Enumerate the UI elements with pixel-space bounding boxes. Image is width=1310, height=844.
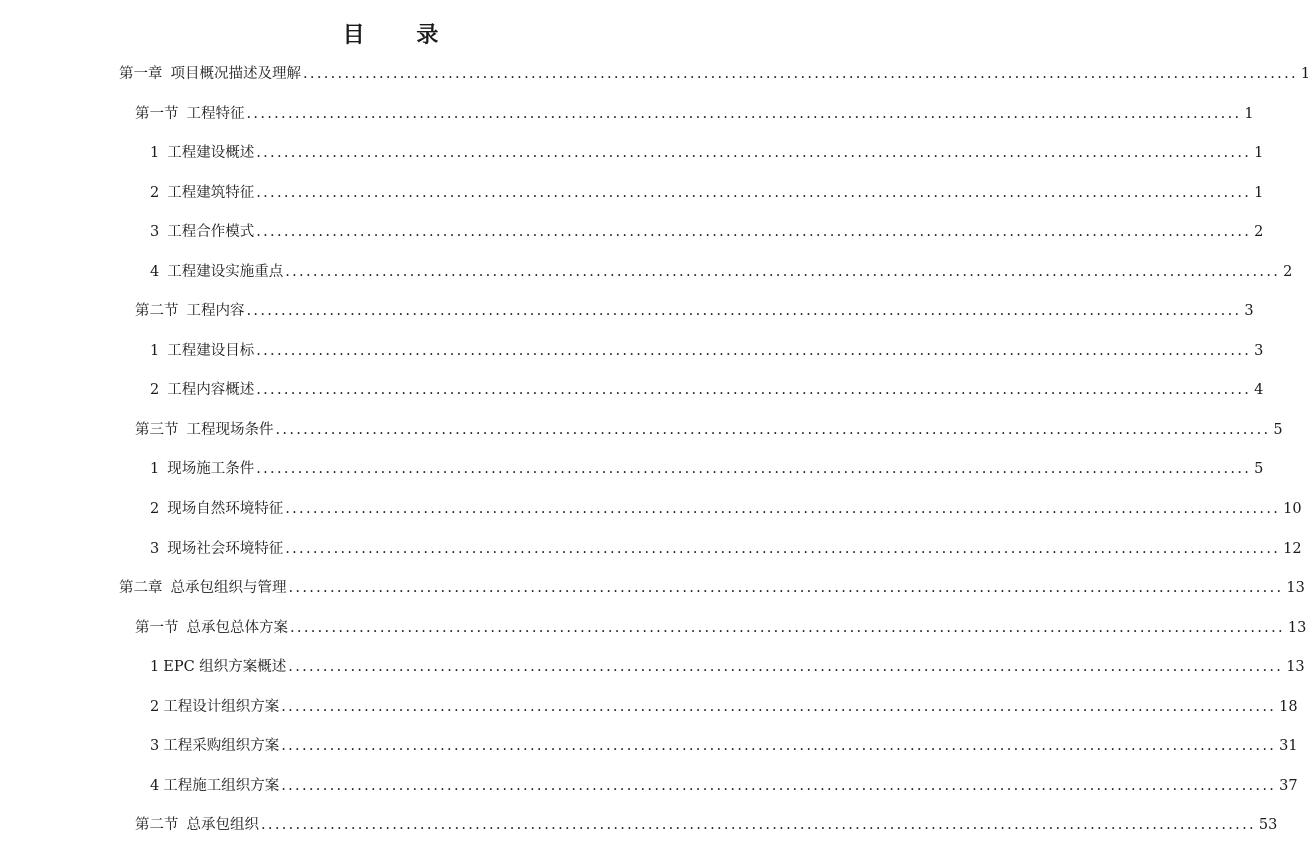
page-number: 10	[1283, 501, 1302, 517]
toc-entry-item-1-3-1[interactable]	[150, 458, 1264, 480]
entry-title: 现场社会环境特征	[167, 541, 284, 557]
entry-title: 工程建设概述	[167, 145, 255, 161]
page-number: 1	[1254, 145, 1264, 161]
page-number: 3	[1254, 343, 1264, 359]
dot-leader: ................................................................................................................................................	[256, 382, 1252, 398]
entry-title: 工程建筑特征	[167, 185, 255, 201]
dot-leader: ................................................................................................................................................	[275, 422, 1271, 438]
toc-entry-item-1-1-3[interactable]	[150, 221, 1264, 243]
page-number: 53	[1258, 817, 1278, 833]
page-number: 13	[1286, 659, 1305, 675]
entry-number: 2	[150, 501, 160, 517]
toc-entry-item-1-2-1[interactable]	[150, 340, 1264, 362]
dot-leader: ................................................................................................................................................	[246, 303, 1242, 319]
entry-title: 工程建设目标	[167, 343, 255, 359]
dot-leader: ................................................................................................................................................	[303, 66, 1298, 82]
toc-entry-item-1-1-2[interactable]	[150, 182, 1264, 204]
toc-entry-section-2-2[interactable]	[135, 814, 1278, 836]
page-number: 5	[1273, 422, 1283, 438]
dot-leader: ................................................................................................................................................	[261, 817, 1256, 833]
page-number: 18	[1279, 699, 1298, 715]
page-number: 12	[1283, 541, 1302, 557]
page-title: 目 录	[342, 23, 461, 48]
toc-entry-item-2-1-3[interactable]	[150, 735, 1298, 757]
entry-title: 工程现场条件	[186, 422, 274, 438]
page-number: 31	[1279, 738, 1298, 754]
entry-title: 工程设计组织方案	[163, 699, 280, 715]
entry-title: 总承包组织	[186, 817, 259, 833]
entry-title: 工程内容	[186, 303, 245, 319]
entry-title: 总承包总体方案	[186, 620, 288, 636]
dot-leader: ................................................................................................................................................	[256, 185, 1252, 201]
entry-number: 3	[150, 541, 160, 557]
entry-number: 1	[150, 659, 160, 675]
page-number: 3	[1244, 303, 1254, 319]
entry-number: 第三节	[135, 422, 179, 438]
dot-leader: ................................................................................................................................................	[246, 106, 1242, 122]
page-number: 13	[1287, 620, 1307, 636]
page-number: 2	[1283, 264, 1293, 280]
entry-number: 第二章	[119, 580, 163, 596]
toc-entry-section-1-2[interactable]	[135, 300, 1254, 322]
dot-leader: ................................................................................................................................................	[288, 580, 1284, 596]
entry-number: 第一章	[119, 66, 163, 82]
dot-leader: ................................................................................................................................................	[290, 620, 1285, 636]
page-number: 2	[1254, 224, 1264, 240]
toc-entry-section-1-3[interactable]	[135, 419, 1283, 441]
entry-number: 4	[150, 264, 160, 280]
dot-leader: ................................................................................................................................................	[281, 738, 1277, 754]
toc-entry-item-2-1-1[interactable]	[150, 656, 1305, 678]
entry-title: 工程特征	[186, 106, 245, 122]
toc-entry-section-1-1[interactable]	[135, 103, 1254, 125]
entry-number: 第二节	[135, 817, 179, 833]
entry-title: 工程内容概述	[167, 382, 255, 398]
entry-title: 现场施工条件	[167, 461, 255, 477]
toc-entry-item-1-1-4[interactable]	[150, 261, 1293, 283]
page-number: 1	[1244, 106, 1254, 122]
page-number: 13	[1286, 580, 1305, 596]
toc-entry-section-2-1[interactable]	[135, 617, 1307, 639]
dot-leader: ................................................................................................................................................	[256, 224, 1252, 240]
dot-leader: ................................................................................................................................................	[285, 264, 1281, 280]
dot-leader: ................................................................................................................................................	[281, 699, 1277, 715]
entry-number: 第一节	[135, 620, 179, 636]
toc-entry-item-1-2-2[interactable]	[150, 379, 1264, 401]
entry-number: 3	[150, 224, 160, 240]
page-number: 1	[1300, 66, 1310, 82]
entry-number: 1	[150, 461, 160, 477]
dot-leader: ................................................................................................................................................	[281, 778, 1277, 794]
entry-number: 2	[150, 382, 160, 398]
entry-number: 4	[150, 778, 160, 794]
dot-leader: ................................................................................................................................................	[256, 145, 1252, 161]
dot-leader: ................................................................................................................................................	[285, 541, 1281, 557]
entry-number: 第一节	[135, 106, 179, 122]
entry-title: 项目概况描述及理解	[170, 66, 301, 82]
entry-title: 工程建设实施重点	[167, 264, 284, 280]
entry-number: 第二节	[135, 303, 179, 319]
entry-title: 总承包组织与管理	[170, 580, 287, 596]
toc-entry-item-1-3-2[interactable]	[150, 498, 1302, 520]
toc-entry-item-2-1-2[interactable]	[150, 696, 1298, 718]
entry-title: 现场自然环境特征	[167, 501, 284, 517]
entry-number: 2	[150, 185, 160, 201]
toc-entry-item-1-1-1[interactable]	[150, 142, 1264, 164]
dot-leader: ................................................................................................................................................	[256, 461, 1252, 477]
entry-number: 1	[150, 145, 160, 161]
dot-leader: ................................................................................................................................................	[285, 501, 1281, 517]
entry-number: 3	[150, 738, 160, 754]
entry-title: 工程施工组织方案	[163, 778, 280, 794]
page-number: 5	[1254, 461, 1264, 477]
page-number: 1	[1254, 185, 1264, 201]
page-number: 4	[1254, 382, 1264, 398]
toc-entry-item-1-3-3[interactable]	[150, 538, 1302, 560]
entry-number: 1	[150, 343, 160, 359]
entry-title: 工程采购组织方案	[163, 738, 280, 754]
page-number: 37	[1279, 778, 1298, 794]
dot-leader: ................................................................................................................................................	[288, 659, 1284, 675]
dot-leader: ................................................................................................................................................	[256, 343, 1252, 359]
entry-title: 工程合作模式	[167, 224, 255, 240]
entry-title: EPC 组织方案概述	[163, 659, 287, 675]
toc-entry-chapter-1[interactable]	[119, 63, 1310, 85]
entry-number: 2	[150, 699, 160, 715]
toc-entry-chapter-2[interactable]	[119, 577, 1305, 599]
toc-entry-item-2-1-4[interactable]	[150, 775, 1298, 797]
